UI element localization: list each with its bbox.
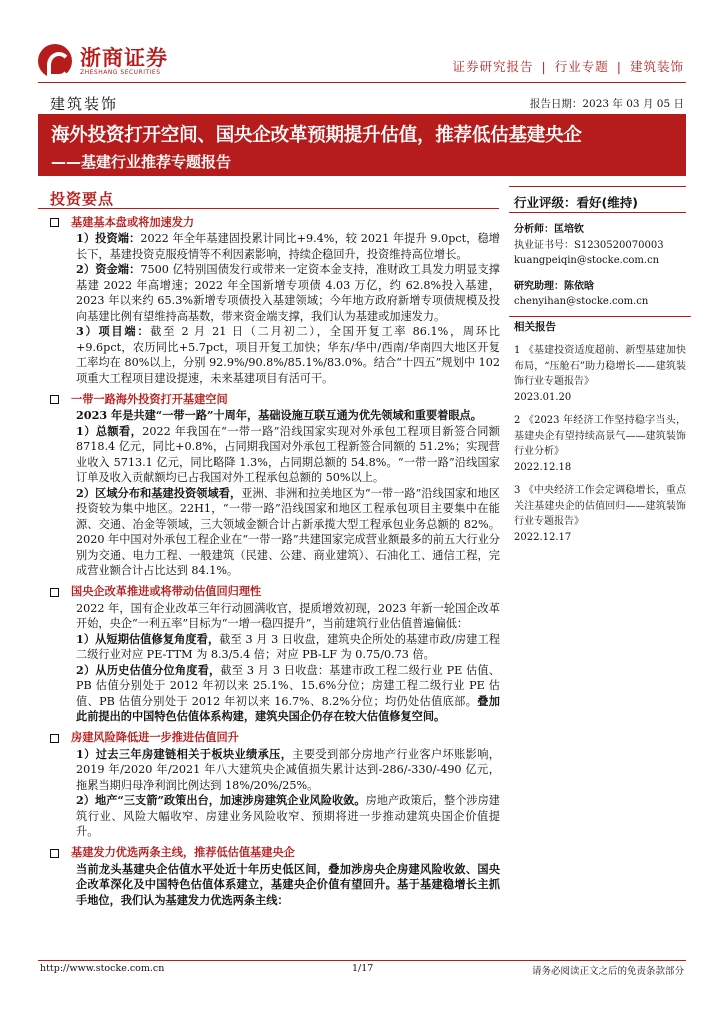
- report-title: 海外投资打开空间、国央企改革预期提升估值，推荐低估基建央企: [51, 125, 582, 146]
- report-category-nav: 证券研究报告 | 行业专题 | 建筑装饰: [452, 59, 684, 74]
- checkbox-icon: [50, 588, 59, 597]
- nav-item-industry-topic: 行业专题: [554, 59, 609, 74]
- footer-divider: [38, 960, 686, 961]
- paragraph: 2023 年是共建“一带一路”十周年，基础设施互联互通为优先领域和重要着眼点。: [76, 408, 482, 422]
- checkbox-icon: [50, 734, 59, 743]
- analyst-certificate: 执业证书号：S1230520070003: [514, 239, 664, 251]
- paragraph: 2）从历史估值分位角度看，截至 3 月 3 日收盘：基建市政工程二级行业 PE 估值、PB 估值分别处于 2012 年初以来 25.1%、15.6%分位；房建工程二级行业 PE 估值、PB 估值分别处于 2012 年初以来 16.7%、8.2%分位；均仍处估值底部。叠加此前提出的中国特色估值体系构建，建筑央国企仍存在较大估值修复空间。: [76, 662, 500, 723]
- assistant-email[interactable]: chenyihan@stocke.com.cn: [514, 296, 649, 307]
- logo-name: 浙商证券: [80, 45, 168, 70]
- paragraph: 1）投资端：2022 年全年基建固投累计同比+9.4%，较 2021 年提升 9.0pct，稳增长下，基建投资克服疫情等不利因素影响，持续企稳回升，投资维持高位增长。: [76, 231, 500, 261]
- paragraph: 2022 年，国有企业改革三年行动圆满收官，提质增效初现，2023 年新一轮国企改革开始，央企“一利五率”目标为“一增一稳四提升”，当前建筑行业估值普遍偏低：: [76, 601, 500, 630]
- paragraph: 2）区域分布和基建投资领域看，亚洲、非洲和拉美地区为“一带一路”沿线国家和地区投资较为集中地区。22H1，“一带一路”沿线国家和地区工程承包项目主要集中在能源、交通、冶金等领域，三大领域金额合计占新承揽大型工程承包业务总额的 82%。2020 年中国对外承包工程企业在“一带一路”共建国家完成营业额最多的前五大行业分别为交通、电力工程、一般建筑（民建、公建、商业建筑）、石油化工、通信工程，完成营业额合计占比达到 84.1%。: [76, 485, 500, 577]
- bullet-heading: 国央企改革推进或将带动估值回归理性: [50, 584, 500, 601]
- paragraph: 1）从短期估值修复角度看，截至 3 月 3 日收盘，建筑央企所处的基建市政/房建工程二级行业对应 PE-TTM 为 8.3/5.4 倍；对应 PB-LF 为 0.75/0.73 倍。: [76, 631, 500, 661]
- checkbox-icon: [50, 395, 59, 404]
- logo-icon: [38, 44, 72, 78]
- nav-item-research-report: 证券研究报告: [452, 59, 534, 74]
- rating-top-divider: [509, 186, 686, 187]
- related-report-item[interactable]: 2 《2023 年经济工作坚持稳字当头，基建央企有望持续高景气——建筑装饰行业分析》 2022.12.18: [514, 415, 686, 473]
- related-report-item[interactable]: 1 《基建投资适度超前、新型基建加快布局，“压舱石”助力稳增长——建筑装饰行业专题报告》 2023.01.20: [514, 345, 686, 403]
- analyst-email[interactable]: kuangpeiqin@stocke.com.cn: [514, 255, 660, 266]
- bullet-heading: 一带一路海外投资打开基建空间: [50, 391, 500, 408]
- section-title: 投资要点: [50, 190, 115, 208]
- paragraph: 1）总额看，2022 年我国在“一带一路”沿线国家实现对外承包工程项目新签合同额 8718.4 亿元，同比+0.8%，占同期我国对外承包工程新签合同额的 51.2%；实现营业收入 5713.1 亿元，同比略降 1.3%，占同期总额的 54.8%。“一带一路”沿线国家订单及收入贡献额均已占我国对外工程承包总额的 50%以上。: [76, 423, 500, 484]
- checkbox-icon: [50, 218, 59, 227]
- industry-label: 建筑装饰: [50, 95, 119, 113]
- logo: [38, 44, 168, 78]
- bullet-heading: 基建发力优选两条主线，推荐低估值基建央企: [50, 845, 500, 862]
- paragraph: 2）资金端：7500 亿特别国债发行或带来一定资本金支持，准财政工具发力明显支撑基建 2022 年高增速；2022 年全国新增专项债 4.03 万亿，约 62.8%投入基建，2023 年以来约 65.3%新增专项债投入基建领域；今年地方政府新增专项债规模及投向基建比例有望维持高基数，带来资金端支撑，我们认为基建或加速发力。: [76, 262, 500, 323]
- related-divider: [509, 316, 691, 317]
- page-number: 1/17: [352, 963, 374, 974]
- report-date: 报告日期：2023 年 03 月 05 日: [529, 98, 684, 110]
- paragraph: 3）项目端：截至 2 月 21 日（二月初二），全国开复工率 86.1%，周环比+9.6pct，农历同比+5.7pct，项目开复工加快；华东/华中/西南/华南四大地区开复工率均在 80%以上，分别 92.9%/90.8%/85.1%/83.0%。结合“十四五”规划中 102 项重大工程项目建设提速，未来基建项目有活可干。: [76, 324, 500, 385]
- footer-disclaimer: 请务必阅读正文之后的免责条款部分: [531, 966, 684, 977]
- report-subtitle: ——基建行业推荐专题报告: [51, 153, 232, 171]
- section-divider: [38, 208, 499, 209]
- nav-item-industry: 建筑装饰: [629, 59, 684, 74]
- paragraph: 2）地产“三支箭”政策出台，加速涉房建筑企业风险收敛。房地产政策后，整个涉房建筑行业、风险大幅收窄、房建业务风险收窄、预期将进一步推动建筑央国企价值提升。: [76, 793, 500, 838]
- research-assistant: 研究助理：陈依晗: [514, 280, 594, 292]
- checkbox-icon: [50, 849, 59, 858]
- sidebar: [514, 222, 686, 553]
- header-divider: [38, 82, 686, 83]
- investment-highlights: [50, 214, 500, 908]
- analyst: 分析师：匡培钦: [514, 224, 584, 235]
- paragraph: 1）过去三年房建链相关于板块业绩承压，主要受到部分房地产行业客户坏账影响，2019 年/2020 年/2021 年八大建筑央企减值损失累计达到-286/-330/-490 亿元，拖累当期归母净利润比例达到 18%/20%/25%。: [76, 746, 500, 792]
- related-report-item[interactable]: 3 《中央经济工作会定调稳增长，重点关注基建央企的估值回归——建筑装饰行业专题报告》 2022.12.17: [514, 485, 686, 543]
- footer-url[interactable]: http://www.stocke.com.cn: [40, 963, 165, 974]
- industry-rating: 行业评级：看好(维持): [514, 195, 638, 210]
- bullet-heading: 房建风险降低进一步推进估值回升: [50, 730, 500, 747]
- logo-english-name: ZHESHANG SECURITIES: [80, 68, 161, 76]
- bullet-heading: 基建基本盘或将加速发力: [50, 214, 500, 231]
- rating-divider: [509, 212, 686, 213]
- title-banner: [38, 114, 686, 176]
- related-reports-title: 相关报告: [514, 320, 556, 333]
- paragraph: 当前龙头基建央企估值水平处近十年历史低区间，叠加涉房央企房建风险收敛、国央企改革深化及中国特色估值体系建立，基建央企价值有望回升。基于基建稳增长主抓手地位，我们认为基建发力优选两条主线：: [76, 861, 500, 907]
